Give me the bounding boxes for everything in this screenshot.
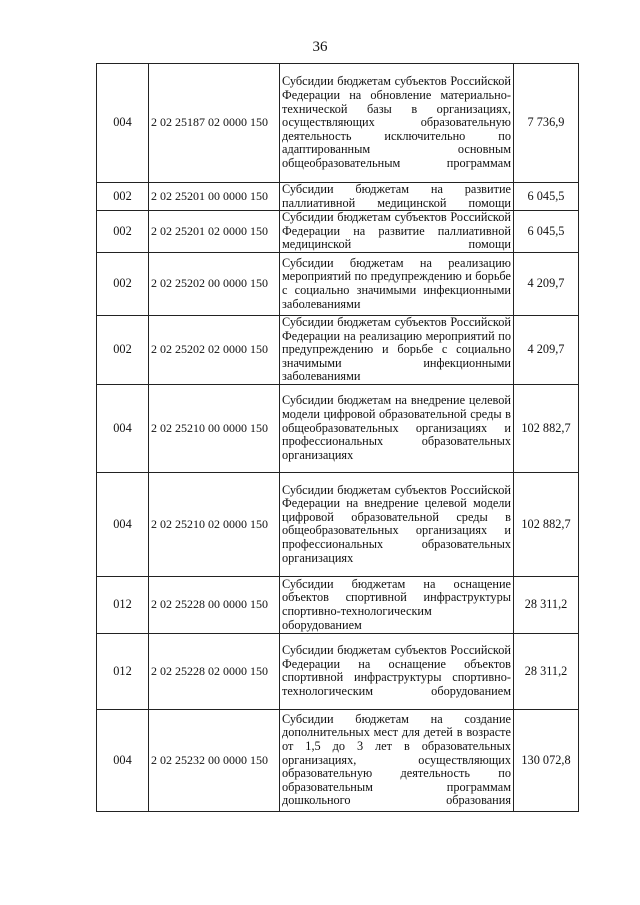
admin-code-cell: 002 (97, 252, 149, 315)
revenue-code-cell: 2 02 25202 02 0000 150 (149, 315, 280, 384)
table-row (97, 315, 579, 384)
amount-cell: 6 045,5 (514, 183, 579, 211)
table-row (97, 384, 579, 472)
description-cell: Субсидии бюджетам субъектов Российской Федерации на развитие паллиативной медицинской помощи (280, 211, 514, 253)
amount-cell: 28 311,2 (514, 576, 579, 633)
budget-revenue-table (96, 63, 579, 812)
description-cell: Субсидии бюджетам субъектов Российской Федерации на внедрение целевой модели цифровой образовательной среды в общеобразовательных организациях и профессиональных образовательных организациях (280, 472, 514, 576)
description-cell: Субсидии бюджетам субъектов Российской Федерации на оснащение объектов спортивной инфраструктуры спортивно-технологическим оборудованием (280, 633, 514, 709)
admin-code-cell: 004 (97, 384, 149, 472)
revenue-code-cell: 2 02 25187 02 0000 150 (149, 64, 280, 183)
revenue-code-cell: 2 02 25210 02 0000 150 (149, 472, 280, 576)
amount-cell: 102 882,7 (514, 472, 579, 576)
description-cell: Субсидии бюджетам на создание дополнительных мест для детей в возрасте от 1,5 до 3 лет в образовательных организациях, осуществляющих образовательную деятельность по образовательным программам дошкольного образования (280, 709, 514, 811)
description-cell: Субсидии бюджетам на развитие паллиативной медицинской помощи (280, 183, 514, 211)
description-cell: Субсидии бюджетам на внедрение целевой модели цифровой образовательной среды в общеобразовательных организациях и профессиональных образовательных организациях (280, 384, 514, 472)
amount-cell: 102 882,7 (514, 384, 579, 472)
amount-cell: 4 209,7 (514, 252, 579, 315)
revenue-code-cell: 2 02 25228 00 0000 150 (149, 576, 280, 633)
page-number: 36 (312, 39, 328, 55)
description-cell: Субсидии бюджетам на реализацию мероприятий по предупреждению и борьбе с социально значимыми инфекционными заболеваниями (280, 252, 514, 315)
description-cell: Субсидии бюджетам субъектов Российской Федерации на обновление материально-технической базы в организациях, осуществляющих образовательную деятельность исключительно по адаптированным основным общеобразовательным программам (280, 64, 514, 183)
admin-code-cell: 012 (97, 576, 149, 633)
table-row (97, 576, 579, 633)
admin-code-cell: 002 (97, 183, 149, 211)
amount-cell: 7 736,9 (514, 64, 579, 183)
description-cell: Субсидии бюджетам субъектов Российской Федерации на реализацию мероприятий по предупреждению и борьбе с социально значимыми инфекционными заболеваниями (280, 315, 514, 384)
amount-cell: 6 045,5 (514, 211, 579, 253)
revenue-code-cell: 2 02 25201 00 0000 150 (149, 183, 280, 211)
amount-cell: 28 311,2 (514, 633, 579, 709)
table-row (97, 183, 579, 211)
revenue-code-cell: 2 02 25228 02 0000 150 (149, 633, 280, 709)
table-row (97, 472, 579, 576)
table-row (97, 211, 579, 253)
table-row (97, 64, 579, 183)
amount-cell: 4 209,7 (514, 315, 579, 384)
admin-code-cell: 002 (97, 315, 149, 384)
admin-code-cell: 004 (97, 709, 149, 811)
revenue-code-cell: 2 02 25232 00 0000 150 (149, 709, 280, 811)
table-row (97, 633, 579, 709)
admin-code-cell: 004 (97, 472, 149, 576)
table-row (97, 709, 579, 811)
admin-code-cell: 002 (97, 211, 149, 253)
revenue-code-cell: 2 02 25210 00 0000 150 (149, 384, 280, 472)
amount-cell: 130 072,8 (514, 709, 579, 811)
revenue-code-cell: 2 02 25201 02 0000 150 (149, 211, 280, 253)
admin-code-cell: 012 (97, 633, 149, 709)
table-row (97, 252, 579, 315)
revenue-code-cell: 2 02 25202 00 0000 150 (149, 252, 280, 315)
admin-code-cell: 004 (97, 64, 149, 183)
description-cell: Субсидии бюджетам на оснащение объектов спортивной инфраструктуры спортивно-технологическим оборудованием (280, 576, 514, 633)
